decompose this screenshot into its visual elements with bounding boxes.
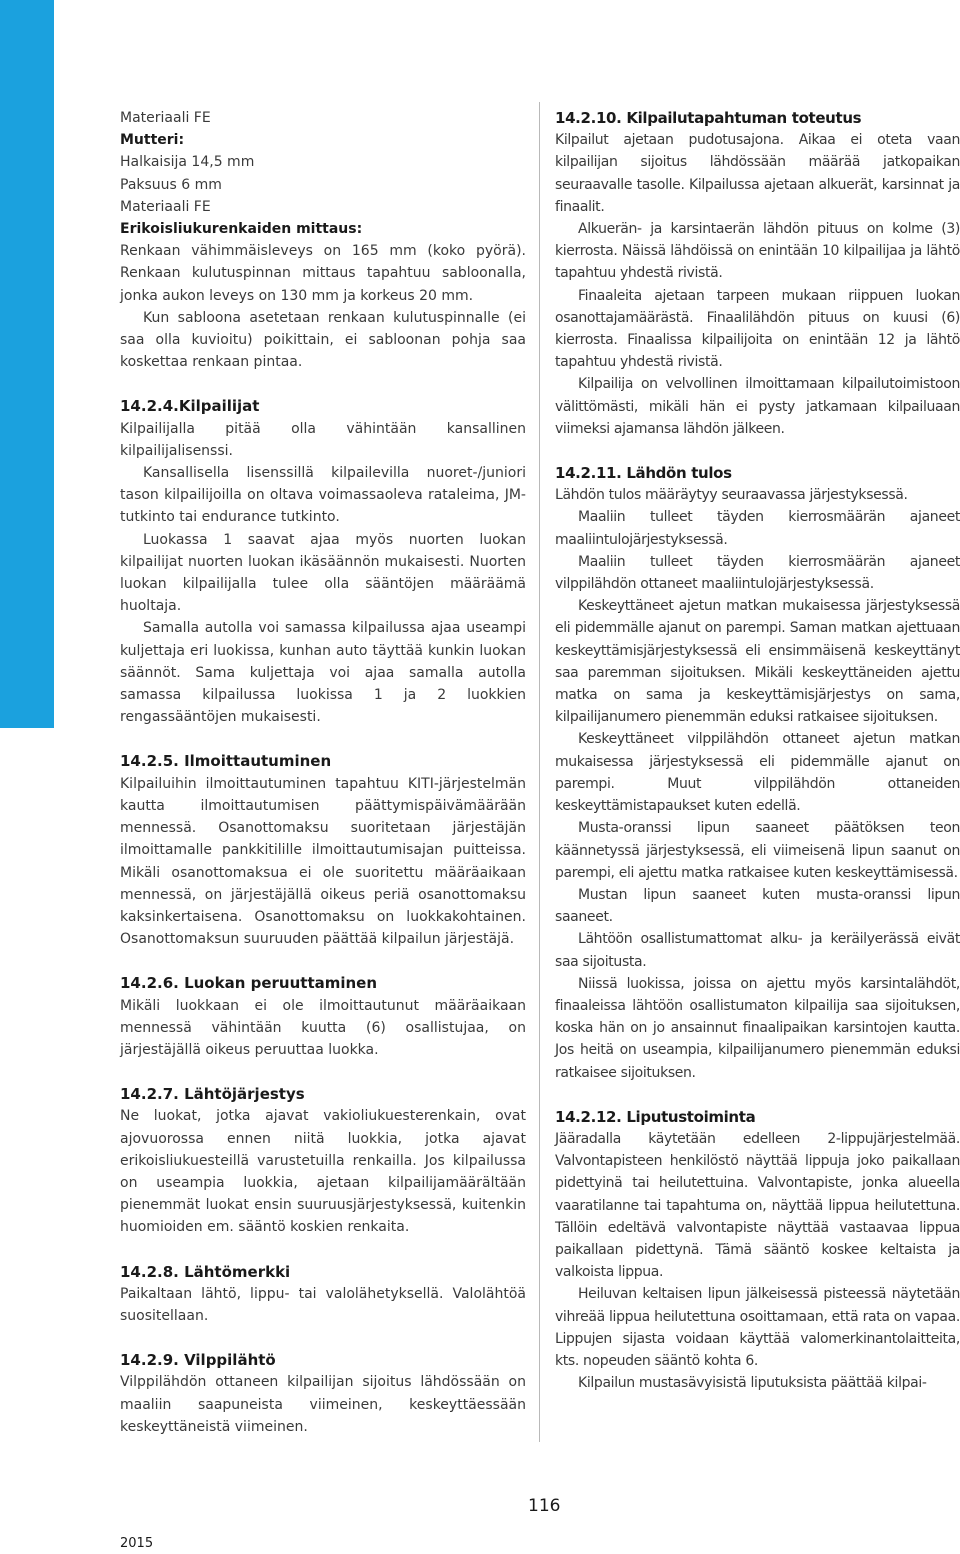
left-column [120, 107, 526, 1438]
paragraph: Kilpailun mustasävyisistä liputuksista päättää kilpai- [578, 1375, 927, 1392]
paragraph: Heiluvan keltaisen lipun jälkeisessä pisteessä näytetään vihreää lippua heilutettuna osoittamaan, että rata on vapaa. Lippujen sijasta voidaan käyttää valomerkinantolaitteita, kts. nopeuden sääntö kohta 6. [555, 1286, 960, 1369]
material-line: Materiaali FE [120, 110, 211, 126]
section-heading-liputustoiminta: 14.2.12. Liputustoiminta [555, 1107, 756, 1126]
paragraph: Paikaltaan lähtö, lippu- tai valolähetyksellä. Valolähtöä suositellaan. [120, 1285, 526, 1324]
diameter-line: Halkaisija 14,5 mm [120, 154, 255, 171]
section-heading-ilmoittautuminen: 14.2.5. Ilmoittautuminen [120, 752, 332, 771]
paragraph: Jääradalla käytetään edelleen 2-lippujärjestelmää. Valvontapisteen henkilöstö näyttää lippuja joko paikallaan pidettyinä tai heilutettuina. Valvontapiste, jonka alueella vaaratilanne tai tapahtuma on, näyttää lippua heilutettuna. Tällöin edeltävä valvontapiste näyttää vastaavaa lippua paikallaan pidettynä. Tämä sääntö koskee keltaista ja valkoista lippua. [555, 1130, 960, 1281]
paragraph: Finaaleita ajetaan tarpeen mukaan riippuen luokan osanottajamäärästä. Finaalilähdön pituus on kuusi (6) kierrosta. Finaalissa kilpailijoita on enintään 12 ja lähtö tapahtuu yhdestä rivistä. [555, 287, 960, 371]
paragraph: Luokassa 1 saavat ajaa myös nuorten luokan kilpailijat nuorten luokan ikäsäännön mukaisesti. Nuorten luokan kilpailijalla tulee olla sääntöjen määräämä huoltaja. [120, 531, 526, 615]
right-column [555, 107, 960, 1394]
section-heading-kilpailijat: 14.2.4.Kilpailijat [120, 397, 260, 416]
paragraph: Maaliin tulleet täyden kierrosmäärän ajaneet vilppilähdön ottaneet maaliintulojärjestyksessä. [555, 553, 960, 593]
blue-edge-tab [0, 0, 54, 728]
section-heading-lahdon-tulos: 14.2.11. Lähdön tulos [555, 464, 732, 483]
paragraph: Niissä luokissa, joissa on ajettu myös karsintalähdöt, finaaleissa lähtöön osallistumaton kilpailija saa sijoituksen, koska hän on jo ansainnut finaalipaikan karsintojen kautta. Jos heitä on useampia, kilpailijanumero pienemmän eduksi ratkaisee sijoituksen. [555, 975, 960, 1081]
thickness-line: Paksuus 6 mm [120, 176, 222, 193]
paragraph: Samalla autolla voi samassa kilpailussa ajaa useampi kuljettaja eri luokissa, kunhan auto täyttää kunkin luokan säännöt. Sama kuljettaja voi ajaa samalla autolla samassa kilpailussa luokissa 1 ja 2 luokkien rengassääntöjen mukaisesti. [120, 620, 526, 726]
paragraph: Musta-oranssi lipun saaneet päätöksen teon käännetyssä järjestyksessä, eli viimeisenä lipun saanut on parempi, eli ajettu matka ratkaisee kuten keskeyttämisessä. [555, 820, 960, 881]
paragraph: Keskeyttäneet vilppilähdön ottaneet ajetun matkan mukaisessa järjestyksessä eli pidemmälle ajanut on parempi. Muut vilppilähdön ottaneiden keskeyttämistapaukset kuten edellä. [555, 731, 960, 815]
paragraph: Maaliin tulleet täyden kierrosmäärän ajaneet maaliintulojärjestyksessä. [555, 509, 960, 548]
tire-width-paragraph: Renkaan vähimmäisleveys on 165 mm (koko pyörä). Renkaan kulutuspinnan mittaus tapahtuu sabloonalla, jonka aukon leveys on 130 mm ja korkeus 20 mm. [120, 243, 526, 304]
paragraph: Mikäli luokkaan ei ole ilmoittautunut määräaikaan mennessä vähintään kuutta (6) osallistujaa, on järjestäjällä oikeus peruuttaa luokka. [120, 997, 526, 1058]
paragraph: Ne luokat, jotka ajavat vakioliukuesterenkain, ovat ajovuorossa ennen niitä luokkia, jotka ajavat erikoisliukuesteillä varustetuilla renkailla. Jos kilpailussa on useampia luokkia, ajetaan kilpailijamäärältään pienemmät luokat ensin suuruusjärjestyksessä, kuitenkin huomioiden em. sääntö koskien renkaita. [120, 1108, 526, 1236]
paragraph: Mustan lipun saaneet kuten musta-oranssi lipun saaneet. [555, 886, 960, 926]
paragraph: Kilpailuihin ilmoittautuminen tapahtuu KITI-järjestelmän kautta ilmoittautumisen päättymispäivämäärään mennessä. Osanottomaksu suoritetaan järjestäjän ilmoittamalle pankkitilille ilmoittautumisajan puitteissa. Mikäli osanottomaksua ei ole suoritettu määräaikaan mennessä, on järjestäjällä oikeus periä osanottomaksu kaksinkertaisena. Osanottomaksu on luokkakohtainen. Osanottomaksun suuruuden päättää kilpailun järjestäjä. [120, 775, 526, 948]
material-line-2: Materiaali FE [120, 198, 211, 215]
paragraph: Vilppilähdön ottaneen kilpailijan sijoitus lähdössään on maaliin saapuneista viimeinen, keskeyttäessään keskeyttäneistä viimeinen. [120, 1374, 526, 1435]
column-divider [539, 102, 540, 1442]
paragraph: Kilpailija on velvollinen ilmoittamaan kilpailutoimistoon välittömästi, mikäli hän ei pysty jatkamaan kilpailuaan viimeksi ajamansa lähdön jälkeen. [555, 376, 960, 437]
page-number: 116 [528, 1496, 561, 1516]
section-heading-lahtojarjestys: 14.2.7. Lähtöjärjestys [120, 1085, 305, 1104]
section-heading-vilppilahto: 14.2.9. Vilppilähtö [120, 1351, 276, 1370]
nut-label: Mutteri: [120, 132, 185, 149]
special-tire-measure-label: Erikoisliukurenkaiden mittaus: [120, 221, 363, 238]
section-heading-luokan-peruuttaminen: 14.2.6. Luokan peruuttaminen [120, 974, 378, 993]
section-heading-lahtomerkki: 14.2.8. Lähtömerkki [120, 1262, 291, 1281]
section-heading-kilpailutapahtuman-toteutus: 14.2.10. Kilpailutapahtuman toteutus [555, 109, 862, 127]
paragraph: Alkuerän- ja karsintaerän lähdön pituus on kolme (3) kierrosta. Näissä lähdöissä on enintään 10 kilpailijaa ja lähtö tapahtuu yhdestä rivistä. [555, 221, 960, 282]
paragraph: Kilpailut ajetaan pudotusajona. Aikaa ei oteta vaan kilpailijan sijoitus lähdössään määrää jatkopaikan seuraavalle tasolle. Kilpailussa ajetaan alkuerät, karsinnat ja finaalit. [555, 132, 960, 215]
paragraph: Kansallisella lisenssillä kilpailevilla nuoret-/juniori tason kilpailijoilla on oltava voimassaoleva rataleima, JM-tutkinto tai endurance tutkinto. [120, 465, 526, 526]
paragraph: Keskeyttäneet ajetun matkan mukaisessa järjestyksessä eli pidemmälle ajanut on parempi. Saman matkan ajettuaan keskeyttämisjärjestyksessä eli ensimmäisenä keskeyttänyt saa paremman sijoituksen. Mikäli keskeyttäneiden ajettu matka on sama ja keskeyttämisjärjestys on sama, kilpailijanumero pienemmän eduksi ratkaisee sijoituksen. [555, 598, 960, 726]
paragraph: Lähtöön osallistumattomat alku- ja keräilyerässä eivät saa sijoitusta. [555, 931, 960, 970]
footer-year: 2015 [120, 1536, 154, 1551]
template-paragraph: Kun sabloona asetetaan renkaan kulutuspinnalle (ei saa olla kuvioitu) poikittain, ei sabloonan pohja saa koskettaa renkaan pintaa. [120, 309, 526, 371]
paragraph: Kilpailijalla pitää olla vähintään kansallinen kilpailijalisenssi. [120, 420, 526, 459]
paragraph: Lähdön tulos määräytyy seuraavassa järjestyksessä. [555, 487, 908, 504]
